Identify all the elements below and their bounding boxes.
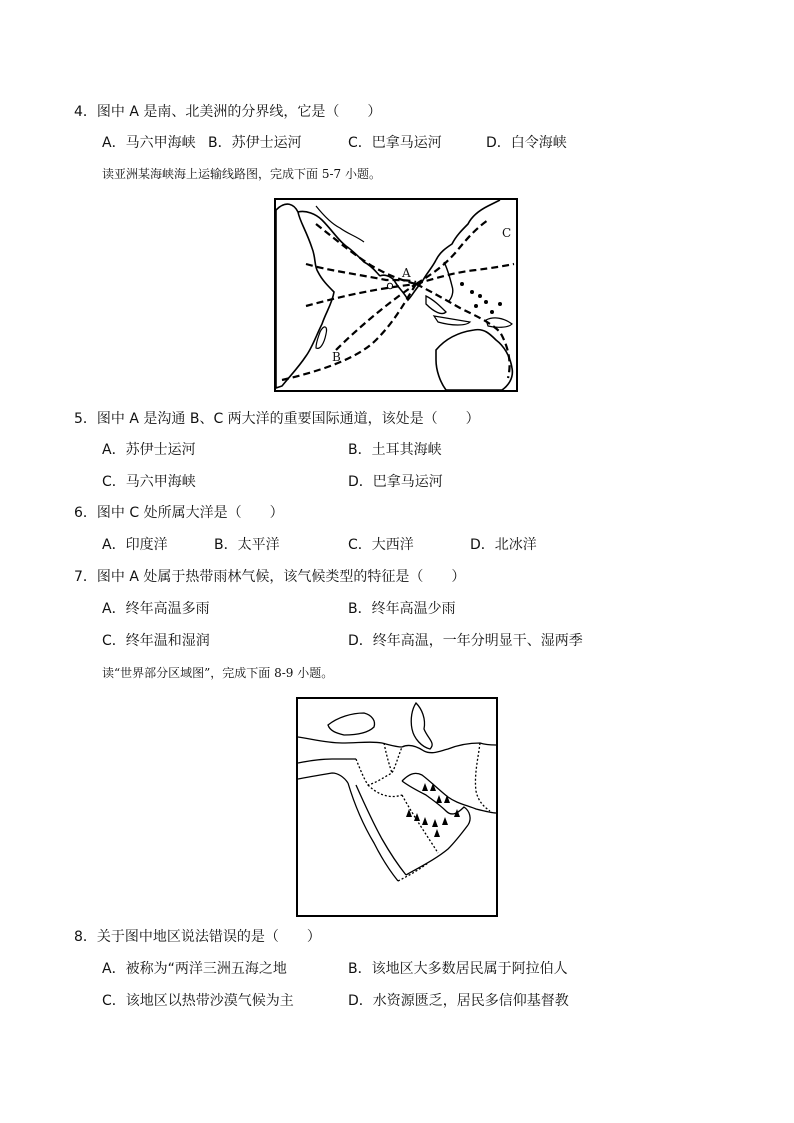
q7-option-a: A．终年高温多雨 [102,601,210,617]
q5-option-d: D．巴拿马运河 [348,474,443,490]
map1-label-a: A [402,266,411,280]
middle-east-map [296,697,498,917]
q7-option-d: D．终年高温，一年分明显干、湿两季 [348,633,583,649]
intro-5-7: 读亚洲某海峡海上运输线路图，完成下面 5-7 小题。 [102,167,381,181]
shipping-route-map-svg [276,200,516,390]
q7-option-b: B．终年高温少雨 [348,601,456,617]
q5-option-c: C．马六甲海峡 [102,474,196,490]
question-5-stem: 5．图中 A 是沟通 B、C 两大洋的重要国际通道，该处是（ ） [74,411,480,427]
q8-option-b: B．该地区大多数居民属于阿拉伯人 [348,961,568,977]
q6-option-a: A．印度洋 [102,537,168,553]
q5-option-a: A．苏伊士运河 [102,442,196,458]
q5-option-b: B．土耳其海峡 [348,442,442,458]
shipping-route-map [274,198,518,392]
q7-option-c: C．终年温和湿润 [102,633,210,649]
question-6-stem: 6．图中 C 处所属大洋是（ ） [74,505,284,521]
q6-option-d: D．北冰洋 [470,537,537,553]
oil-field-icons [406,783,460,837]
map1-label-c: C [502,226,512,240]
q8-option-a: A．被称为“两洋三洲五海之地 [102,961,287,977]
q8-option-d: D．水资源匮乏，居民多信仰基督教 [348,993,569,1009]
q6-option-c: C．大西洋 [348,537,414,553]
question-4-stem: 4．图中 A 是南、北美洲的分界线，它是（ ） [74,104,382,120]
q8-option-c: C．该地区以热带沙漠气候为主 [102,993,294,1009]
intro-8-9: 读“世界部分区域图”，完成下面 8-9 小题。 [102,666,334,680]
question-8-stem: 8．关于图中地区说法错误的是（ ） [74,929,321,945]
q4-option-a: A．马六甲海峡 [102,135,196,151]
q4-option-b: B．苏伊士运河 [208,135,302,151]
question-7-stem: 7．图中 A 处属于热带雨林气候，该气候类型的特征是（ ） [74,569,466,585]
map1-label-b: B [332,350,341,364]
q4-option-c: C．巴拿马运河 [348,135,442,151]
q6-option-b: B．太平洋 [214,537,280,553]
q4-option-d: D．白令海峡 [486,135,567,151]
middle-east-map-svg [298,699,496,915]
